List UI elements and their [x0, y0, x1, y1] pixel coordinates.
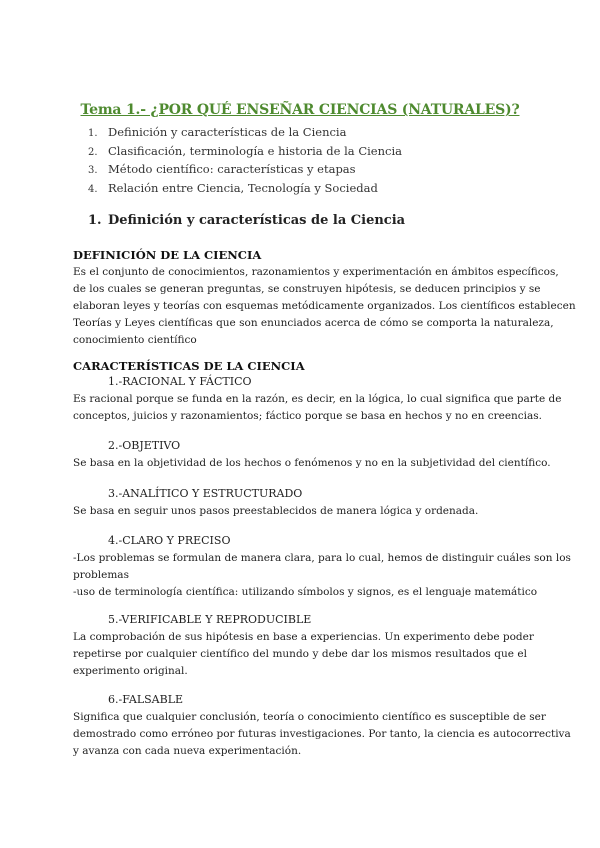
section-text: Definición y características de la Ciencia — [108, 213, 406, 228]
characteristic-text — [73, 550, 571, 601]
toc-item-number: 2. — [88, 146, 98, 158]
toc-item — [88, 142, 402, 161]
document-title: Tema 1.- ¿POR QUÉ ENSEÑAR CIENCIAS (NATURALES)? — [80, 102, 520, 118]
paragraph-line: Es racional porque se funda en la razón, es decir, en la lógica, lo cual significa que parte de — [73, 393, 562, 405]
paragraph-line: Se basa en la objetividad de los hechos o fenómenos y no en la subjetividad del científico. — [73, 457, 551, 469]
section-title — [88, 213, 405, 228]
paragraph-line: y avanza con cada nueva experimentación. — [73, 745, 302, 757]
paragraph-line: Teorías y Leyes científicas que son enunciados acerca de cómo se comporta la naturaleza, — [73, 317, 554, 329]
paragraph-line: La comprobación de sus hipótesis en base a experiencias. Un experimento debe poder — [73, 631, 534, 643]
paragraph-line: experimento original. — [73, 665, 188, 677]
characteristic-text — [73, 455, 551, 472]
paragraph-line: conceptos, juicios y razonamientos; fáctico porque se basa en hechos y no en creencias. — [73, 410, 543, 422]
characteristic-title: 4.-CLARO Y PRECISO — [108, 534, 231, 547]
paragraph-line: Significa que cualquier conclusión, teoría o conocimiento científico es susceptible de ser — [73, 711, 546, 723]
characteristic-title: 1.-RACIONAL Y FÁCTICO — [108, 375, 252, 388]
toc-item-text: Método científico: características y etapas — [108, 162, 356, 176]
paragraph-line: Se basa en seguir unos pasos preestablecidos de manera lógica y ordenada. — [73, 505, 479, 517]
section-number: 1. — [88, 213, 102, 228]
paragraph-line: elaboran leyes y teorías con esquemas metódicamente organizados. Los científicos establecen — [73, 300, 576, 312]
characteristic-text — [73, 709, 571, 760]
paragraph-line: -uso de terminología científica: utilizando símbolos y signos, es el lenguaje matemático — [73, 586, 538, 598]
toc-item-text: Clasificación, terminología e historia de la Ciencia — [108, 143, 402, 158]
characteristics-heading: CARACTERÍSTICAS DE LA CIENCIA — [73, 359, 305, 373]
paragraph-line: problemas — [73, 569, 129, 581]
characteristic-title: 3.-ANALÍTICO Y ESTRUCTURADO — [108, 487, 303, 500]
paragraph-line: demostrado como erróneo por futuras investigaciones. Por tanto, la ciencia es autocorrectiva — [73, 728, 571, 740]
characteristic-title: 5.-VERIFICABLE Y REPRODUCIBLE — [108, 613, 312, 626]
characteristic-title: 6.-FALSABLE — [108, 693, 184, 706]
characteristic-title: 2.-OBJETIVO — [108, 439, 181, 452]
toc-item-text: Relación entre Ciencia, Tecnología y Sociedad — [108, 180, 378, 195]
paragraph-line: conocimiento científico — [73, 334, 197, 346]
table-of-contents — [88, 123, 402, 197]
toc-item-text: Definición y características de la Ciencia — [108, 125, 347, 139]
paragraph-line: Es el conjunto de conocimientos, razonamientos y experimentación en ámbitos específicos, — [73, 266, 559, 278]
definition-heading: DEFINICIÓN DE LA CIENCIA — [73, 248, 262, 262]
toc-item — [88, 123, 402, 142]
toc-item-number: 3. — [88, 165, 98, 176]
characteristic-text — [73, 391, 562, 425]
toc-item — [88, 160, 402, 179]
paragraph-line: repetirse por cualquier científico del mundo y debe dar los mismos resultados que el — [73, 648, 527, 660]
paragraph-line: -Los problemas se formulan de manera clara, para lo cual, hemos de distinguir cuáles son los — [73, 552, 571, 564]
characteristic-text — [73, 503, 527, 520]
paragraph-line: de los cuales se generan preguntas, se construyen hipótesis, se deducen principios y se — [73, 283, 541, 295]
toc-item-number: 4. — [88, 183, 98, 195]
definition-paragraph — [73, 264, 576, 349]
characteristic-text — [73, 629, 534, 680]
toc-item — [88, 179, 402, 198]
toc-item-number: 1. — [88, 128, 98, 139]
